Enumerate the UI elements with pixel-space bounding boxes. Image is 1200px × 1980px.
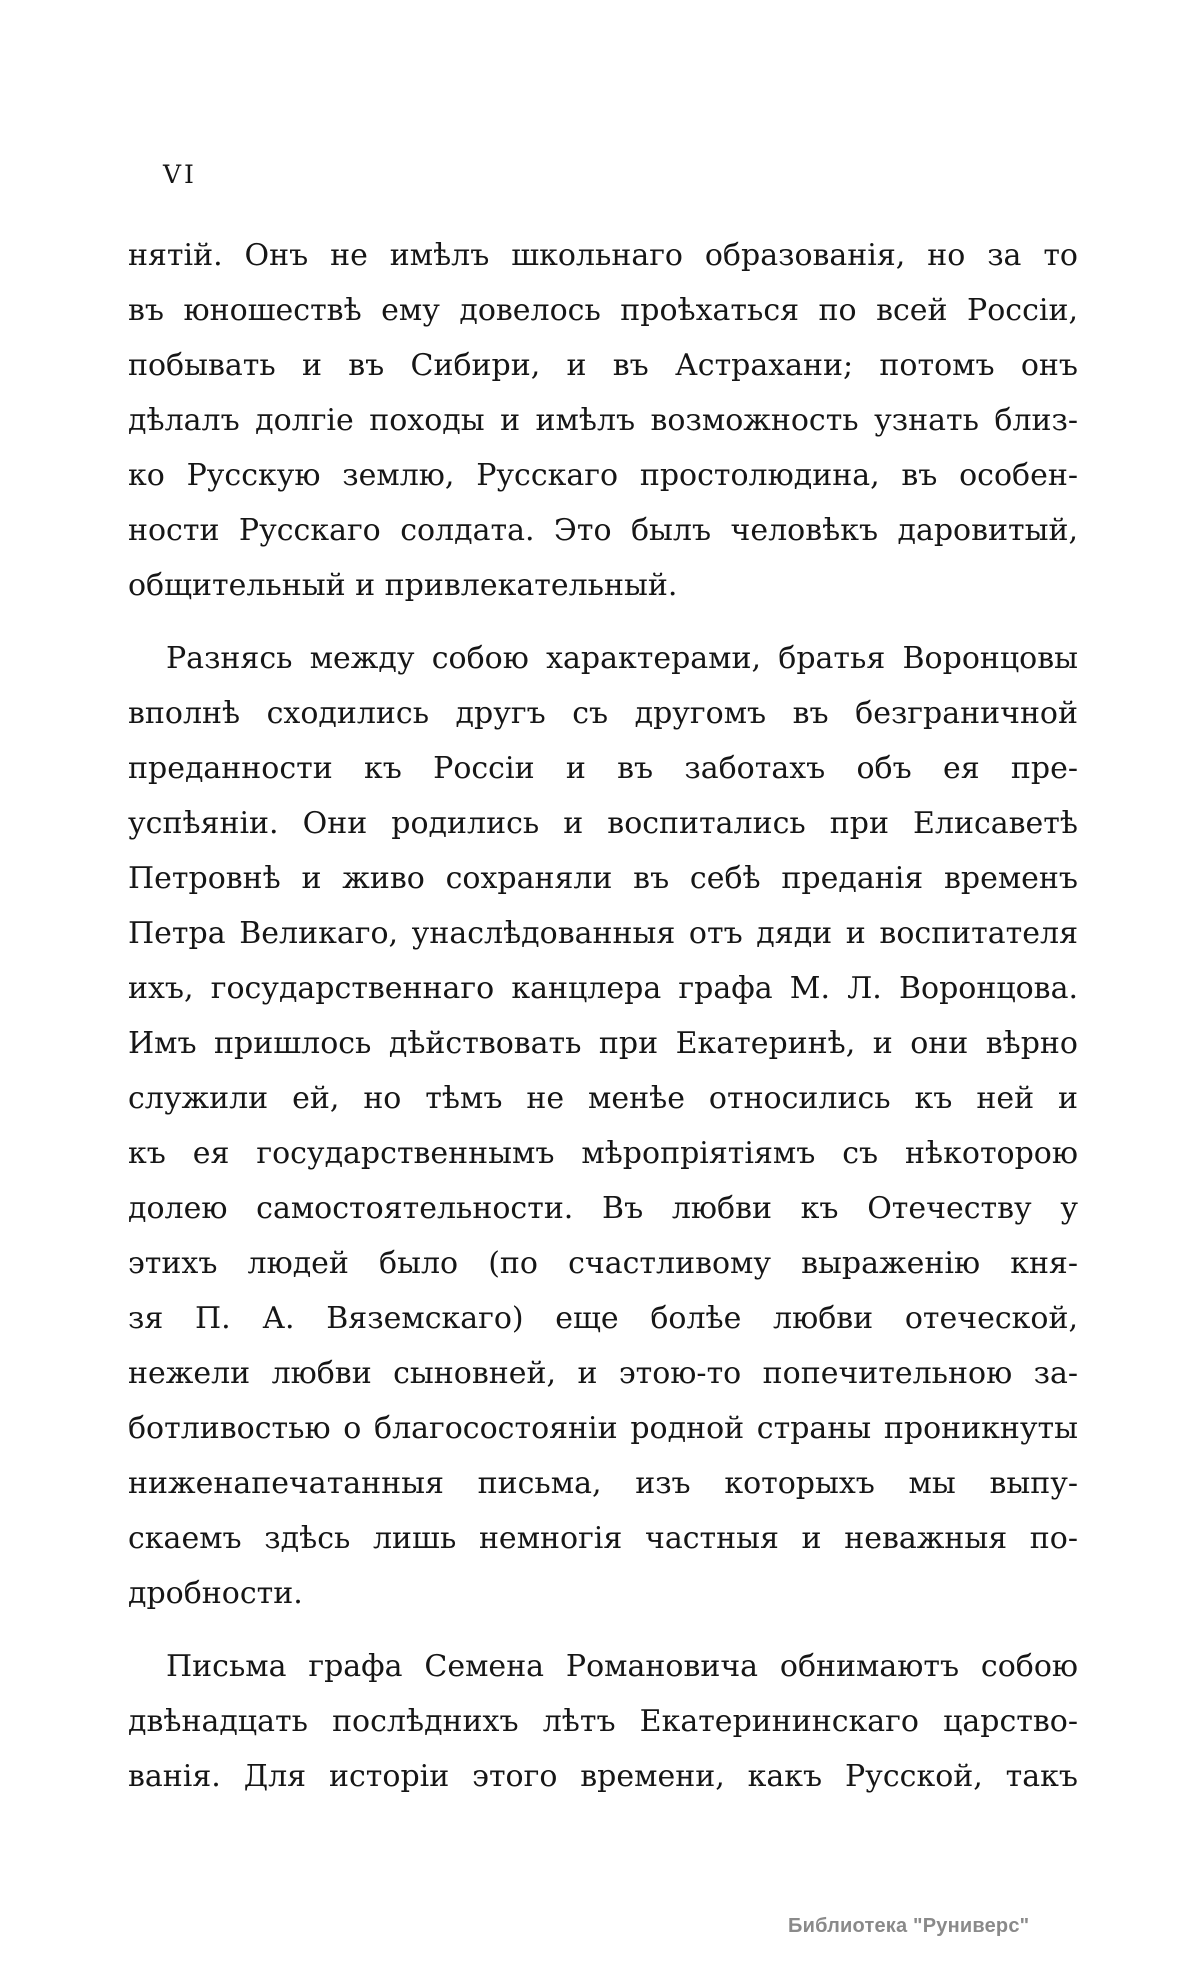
text-line: дѣлалъ долгіе походы и имѣлъ возможность узнать близ- (128, 403, 1078, 438)
text-line: Имъ пришлось дѣйствовать при Екатеринѣ, и они вѣрно (128, 1026, 1078, 1061)
text-line: нежели любви сыновней, и этою-то попечительною за- (128, 1356, 1078, 1391)
text-line: зя П. А. Вяземскаго) еще болѣе любви отеческой, (128, 1301, 1078, 1336)
text-line: Письма графа Семена Романовича обнимаютъ собою (166, 1649, 1078, 1684)
text-line: долею самостоятельности. Въ любви къ Отечеству у (128, 1191, 1078, 1226)
text-line: служили ей, но тѣмъ не менѣе относились къ ней и (128, 1081, 1078, 1116)
page-number: VI (163, 160, 197, 189)
page-text (128, 228, 1078, 1804)
text-line: ихъ, государственнаго канцлера графа М. Л. Воронцова. (128, 971, 1078, 1006)
text-line: вполнѣ сходились другъ съ другомъ въ безграничной (128, 696, 1078, 731)
text-line: дробности. (128, 1576, 303, 1611)
text-line: къ ея государственнымъ мѣропріятіямъ съ нѣкоторою (128, 1136, 1078, 1171)
text-line: успѣяніи. Они родились и воспитались при Елисаветѣ (128, 806, 1078, 841)
paragraph (128, 1639, 1078, 1804)
text-line: въ юношествѣ ему довелось проѣхаться по всей Россіи, (128, 293, 1078, 328)
runivers-watermark: Библиотека "Руниверс" (788, 1915, 1030, 1937)
text-line: этихъ людей было (по счастливому выраженію кня- (128, 1246, 1078, 1281)
text-line: скаемъ здѣсь лишь немногія частныя и неважныя по- (128, 1521, 1078, 1556)
text-line: двѣнадцать послѣднихъ лѣтъ Екатерининскаго царство- (128, 1704, 1078, 1739)
text-line: Петра Великаго, унаслѣдованныя отъ дяди и воспитателя (128, 916, 1078, 951)
text-line: ниженапечатанныя письма, изъ которыхъ мы выпу- (128, 1466, 1078, 1501)
text-line: общительный и привлекательный. (128, 568, 678, 603)
text-line: ботливостью о благосостояніи родной страны проникнуты (128, 1411, 1078, 1446)
paragraph (128, 631, 1078, 1621)
text-line: ванія. Для исторіи этого времени, какъ Русской, такъ (128, 1759, 1078, 1794)
text-line: Разнясь между собою характерами, братья Воронцовы (166, 641, 1078, 676)
text-line: нятій. Онъ не имѣлъ школьнаго образованія, но за то (128, 238, 1078, 273)
text-line: преданности къ Россіи и въ заботахъ объ ея пре- (128, 751, 1078, 786)
text-line: Петровнѣ и живо сохраняли въ себѣ преданія временъ (128, 861, 1078, 896)
text-line: побывать и въ Сибири, и въ Астрахани; потомъ онъ (128, 348, 1078, 383)
paragraph (128, 228, 1078, 613)
text-line: ности Русскаго солдата. Это былъ человѣкъ даровитый, (128, 513, 1078, 548)
text-line: ко Русскую землю, Русскаго простолюдина, въ особен- (128, 458, 1078, 493)
